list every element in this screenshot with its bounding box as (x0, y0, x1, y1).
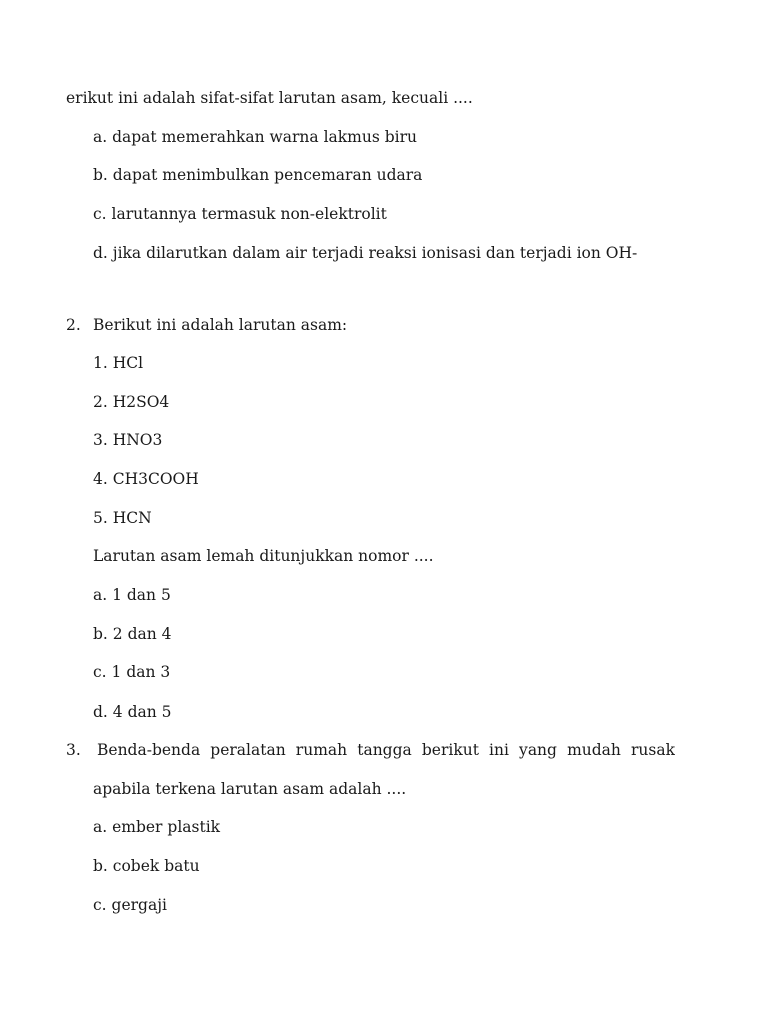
q2-list-item-2: 2. H2SO4 (93, 393, 170, 411)
q1-option-a: a. dapat memerahkan warna lakmus biru (93, 128, 417, 146)
q2-stem: Berikut ini adalah larutan asam: (93, 316, 348, 334)
q2-option-b: b. 2 dan 4 (93, 625, 172, 643)
q2-list-item-5: 5. HCN (93, 509, 152, 527)
q2-option-c: c. 1 dan 3 (93, 663, 171, 681)
q2-list-item-1: 1. HCl (93, 354, 144, 372)
q3-stem-line2: apabila terkena larutan asam adalah .... (93, 780, 407, 798)
q1-option-d: d. jika dilarutkan dalam air terjadi reaksi ionisasi dan terjadi ion OH- (93, 244, 638, 262)
q2-list-item-4: 4. CH3COOH (93, 470, 199, 488)
q2-option-d: d. 4 dan 5 (93, 703, 172, 721)
q2-prompt: Larutan asam lemah ditunjukkan nomor .... (93, 547, 434, 565)
q3-stem-line1: Benda-benda peralatan rumah tangga berikut ini yang mudah rusak (97, 741, 675, 759)
q3-number: 3. (66, 741, 81, 759)
q3-option-a: a. ember plastik (93, 818, 221, 836)
q1-option-b: b. dapat menimbulkan pencemaran udara (93, 166, 423, 184)
q3-option-b: b. cobek batu (93, 857, 200, 875)
q3-option-c: c. gergaji (93, 896, 167, 914)
q2-number: 2. (66, 316, 81, 334)
q1-stem: erikut ini adalah sifat-sifat larutan asam, kecuali .... (66, 89, 473, 107)
q1-option-c: c. larutannya termasuk non-elektrolit (93, 205, 387, 223)
q2-list-item-3: 3. HNO3 (93, 431, 163, 449)
q2-option-a: a. 1 dan 5 (93, 586, 171, 604)
